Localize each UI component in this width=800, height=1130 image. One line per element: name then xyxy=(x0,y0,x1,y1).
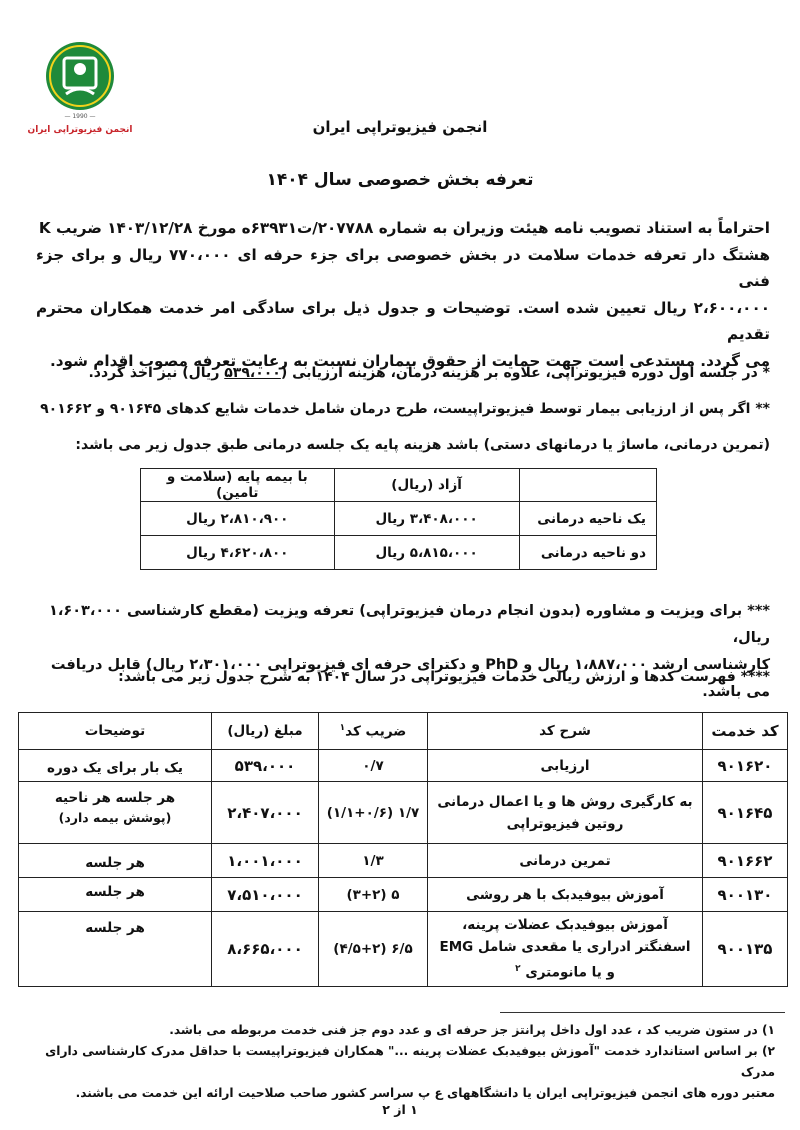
assessment-fee: ۵۳۹،۰۰۰ xyxy=(224,365,281,381)
service-codes-table xyxy=(18,712,788,987)
note-code-list: **** فهرست کدها و ارزش ریالی خدمات فیزیوتراپی در سال ۱۴۰۴ به شرح جدول زیر می باشد: xyxy=(118,669,770,685)
service-amount: ۱،۰۰۱،۰۰۰ xyxy=(212,844,319,878)
table-row xyxy=(19,750,788,782)
service-notes xyxy=(19,782,212,844)
intro-line: هشتگ دار تعرفه خدمات سلامت در بخش خصوصی برای جزء حرفه ای ۷۷۰،۰۰۰ ریال و برای جزء فنی xyxy=(36,245,771,290)
intro-line: می گردد. مستدعی است جهت حمایت از حقوق بیماران نسبت به رعایت تعرفه مصوب اقدام شود. xyxy=(49,351,770,370)
note-text: ریال) نیز اخذ گردد. xyxy=(88,365,225,381)
logo-fa-text: انجمن فیزیوتراپی ایران xyxy=(27,125,133,135)
service-amount: ۷،۵۱۰،۰۰۰ xyxy=(212,878,319,912)
service-code: ۹۰۱۶۶۲ xyxy=(703,844,788,878)
service-desc: ارزیابی xyxy=(428,750,703,782)
note-text: کارشناسی ارشد ۱،۸۸۷،۰۰۰ ریال و xyxy=(518,657,770,673)
service-coef: ۰/۷ xyxy=(319,750,428,782)
insured-price: ۲،۸۱۰،۹۰۰ ریال xyxy=(141,502,335,536)
service-coef: ۱/۳ xyxy=(319,844,428,878)
degree-phd: PhD xyxy=(485,657,519,673)
note-line: *** برای ویزیت و مشاوره (بدون انجام درمان فیزیوتراپی) تعرفه ویزیت (مقطع کارشناسی ۱،۶۰۳،۰۰۰ ریال، xyxy=(48,603,770,646)
header-cell: با بیمه پایه (سلامت و تامین) xyxy=(141,469,335,502)
service-notes: یک بار برای یک دوره xyxy=(19,750,212,782)
page-number: ۱ از ۲ xyxy=(382,1102,418,1117)
footnote-ref: ۲ xyxy=(515,964,521,974)
service-notes: هر جلسه xyxy=(19,844,212,878)
service-code: ۹۰۰۱۳۰ xyxy=(703,878,788,912)
header-cell: مبلغ (ریال) xyxy=(212,713,319,750)
note-visit xyxy=(25,598,770,706)
note-text: * در جلسه اول دوره فیزیوتراپی، علاوه بر هزینه درمان، هزینه ارزیابی ( xyxy=(280,365,770,381)
header-cell: توضیحات xyxy=(19,713,212,750)
footnote-ref: ۱ xyxy=(339,722,346,733)
service-desc-cell xyxy=(428,912,703,987)
logo-arc-text xyxy=(14,14,18,16)
footnote: ۱) در ستون ضریب کد ، عدد اول داخل پرانتز جز حرفه ای و عدد دوم جز فنی خدمت مربوطه می باشد. xyxy=(169,1023,775,1037)
service-coef: ۵ (۳+۲) xyxy=(319,878,428,912)
org-name: انجمن فیزیوتراپی ایران xyxy=(312,118,488,136)
page-title: تعرفه بخش خصوصی سال ۱۴۰۴ xyxy=(266,170,534,190)
header-cell xyxy=(519,469,656,502)
service-desc: آموزش بیوفیدبک عضلات پرینه، اسفنگتر ادراری یا مقعدی شامل EMG و یا مانومتری xyxy=(439,917,691,981)
table-row xyxy=(19,844,788,878)
service-desc: تمرین درمانی xyxy=(428,844,703,878)
header-text: ضریب کد xyxy=(345,723,407,740)
notes-line: هر جلسه هر ناحیه xyxy=(54,790,176,806)
footnotes xyxy=(15,1020,775,1104)
table-row xyxy=(19,878,788,912)
footnote: ۲) بر اساس استاندارد خدمت "آموزش بیوفیدبک عضلات پرینه ..." همکاران فیزیوتراپیست با حداقل مدرک کارشناسی دارای مدرک xyxy=(45,1044,775,1079)
free-price: ۵،۸۱۵،۰۰۰ ریال xyxy=(334,536,519,570)
service-code: ۹۰۰۱۳۵ xyxy=(703,912,788,987)
note-assessment xyxy=(25,362,770,384)
table-row xyxy=(141,536,657,570)
note-text: و دکترای حرفه ای فیزیوتراپی ۲،۳۰۱،۰۰۰ ریال) قابل دریافت می باشد. xyxy=(50,657,770,700)
intro-line: احتراماً به استناد تصویب نامه هیئت وزیران به شماره ۲۰۷۷۸۸/ت۶۳۹۳۱ه مورخ ۱۴۰۳/۱۲/۲۸ ضریب K xyxy=(38,219,770,237)
footnote-divider xyxy=(500,1012,785,1013)
service-code: ۹۰۱۶۴۵ xyxy=(703,782,788,844)
service-code: ۹۰۱۶۲۰ xyxy=(703,750,788,782)
note-line: (تمرین درمانی، ماساژ یا درمانهای دستی) باشد هزینه پایه یک جلسه درمانی طبق جدول زیر می باشد: xyxy=(75,437,770,453)
service-desc: به کارگیری روش ها و یا اعمال درمانی روتین فیزیوتراپی xyxy=(428,782,703,844)
service-coef: ۱/۷ (۱/۱+۰/۶) xyxy=(319,782,428,844)
service-notes: هر جلسه xyxy=(19,878,212,912)
service-notes: هر جلسه xyxy=(19,912,212,987)
service-desc: آموزش بیوفیدبک با هر روشی xyxy=(428,878,703,912)
table-row xyxy=(19,782,788,844)
intro-paragraph xyxy=(36,215,770,374)
notes-line: (پوشش بیمه دارد) xyxy=(58,810,172,825)
table-row xyxy=(141,502,657,536)
svg-text:IRANIAN PHYSIOTHERAPY ASSOCIAT xyxy=(14,14,18,16)
service-amount: ۲،۴۰۷،۰۰۰ xyxy=(212,782,319,844)
free-price: ۳،۴۰۸،۰۰۰ ریال xyxy=(334,502,519,536)
header-cell: شرح کد xyxy=(428,713,703,750)
insured-price: ۴،۶۲۰،۸۰۰ ریال xyxy=(141,536,335,570)
table-row xyxy=(19,912,788,987)
service-coef: ۶/۵ (۴/۵+۲) xyxy=(319,912,428,987)
note-common-services xyxy=(25,398,770,456)
table-header-row xyxy=(141,469,657,502)
note-line: ** اگر پس از ارزیابی بیمار توسط فیزیوتراپیست، طرح درمان شامل خدمات شایع کدهای ۹۰۱۶۴۵ و ۹۰۱۶۶۲ xyxy=(40,401,770,417)
service-amount: ۸،۶۶۵،۰۰۰ xyxy=(212,912,319,987)
row-label: یک ناحیه درمانی xyxy=(519,502,656,536)
header-cell xyxy=(319,713,428,750)
logo-year-text: — 1990 — xyxy=(64,113,96,120)
session-cost-table xyxy=(140,468,657,570)
header-cell: آزاد (ریال) xyxy=(334,469,519,502)
header-cell: کد خدمت xyxy=(703,713,788,750)
intro-line: ۲،۶۰۰،۰۰۰ ریال تعیین شده است. توضیحات و جدول ذیل برای سادگی امر خدمت همکاران محترم تقدیم xyxy=(36,298,770,343)
footnote: معتبر دوره های انجمن فیزیوتراپی ایران یا دانشگاههای ع پ سراسر کشور صاحب صلاحیت ارائه این خدمت می باشند. xyxy=(75,1086,775,1100)
service-amount: ۵۳۹،۰۰۰ xyxy=(212,750,319,782)
row-label: دو ناحیه درمانی xyxy=(519,536,656,570)
table-header-row xyxy=(19,713,788,750)
